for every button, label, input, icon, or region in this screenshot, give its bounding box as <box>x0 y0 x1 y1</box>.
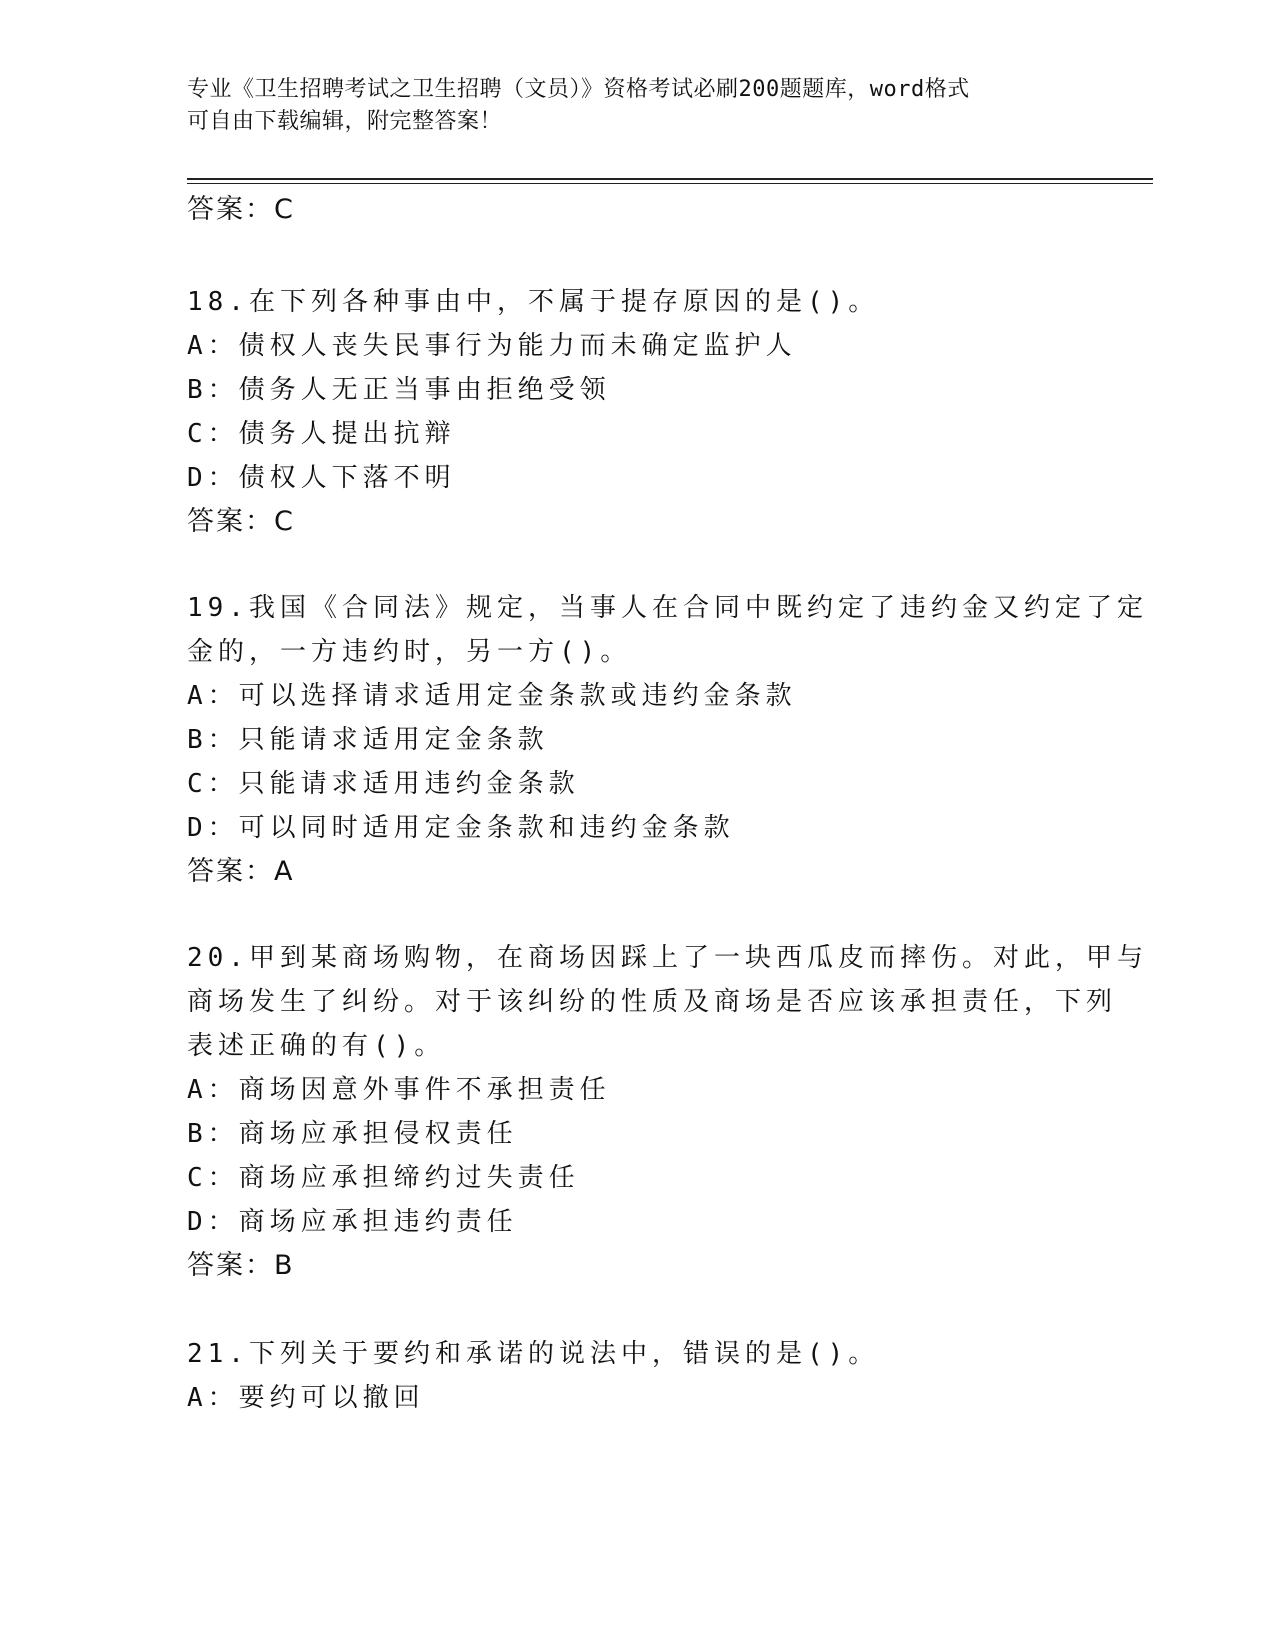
question-19-option-a: A：可以选择请求适用定金条款或违约金条款 <box>187 681 797 711</box>
previous-answer: 答案：C <box>187 194 295 225</box>
question-19-option-b: B：只能请求适用定金条款 <box>187 725 549 755</box>
question-18-option-c: C：债务人提出抗辩 <box>187 419 456 449</box>
question-18-option-b: B：债务人无正当事由拒绝受领 <box>187 375 611 405</box>
question-20-option-a: A：商场因意外事件不承担责任 <box>187 1075 611 1105</box>
question-20-option-b: B：商场应承担侵权责任 <box>187 1119 518 1149</box>
question-19-stem-line-1: 19.我国《合同法》规定，当事人在合同中既约定了违约金又约定了定 <box>187 593 1148 623</box>
question-20-answer: 答案：B <box>187 1250 295 1281</box>
question-19-option-d: D：可以同时适用定金条款和违约金条款 <box>187 813 735 843</box>
question-19-stem-line-2: 金的，一方违约时，另一方()。 <box>187 637 632 667</box>
question-18-option-a: A：债权人丧失民事行为能力而未确定监护人 <box>187 331 797 361</box>
header-title-line-1: 专业《卫生招聘考试之卫生招聘（文员）》资格考试必刷200题题库，word格式 <box>187 77 970 102</box>
question-18-stem: 18.在下列各种事由中，不属于提存原因的是()。 <box>187 287 880 317</box>
header-divider <box>187 178 1153 180</box>
question-19-option-c: C：只能请求适用违约金条款 <box>187 769 580 799</box>
question-21-option-a: A：要约可以撤回 <box>187 1383 425 1413</box>
question-20-option-c: C：商场应承担缔约过失责任 <box>187 1163 580 1193</box>
question-21-stem: 21.下列关于要约和承诺的说法中，错误的是()。 <box>187 1339 880 1369</box>
question-20-stem-line-2: 商场发生了纠纷。对于该纠纷的性质及商场是否应该承担责任，下列 <box>187 987 1118 1017</box>
question-19-answer: 答案：A <box>187 856 295 887</box>
question-20-stem-line-3: 表述正确的有()。 <box>187 1031 446 1061</box>
document-header <box>187 74 1067 138</box>
header-divider-thin <box>187 183 1153 184</box>
question-20-stem-line-1: 20.甲到某商场购物，在商场因踩上了一块西瓜皮而摔伤。对此，甲与 <box>187 943 1148 973</box>
question-18-option-d: D：债权人下落不明 <box>187 463 456 493</box>
question-20-option-d: D：商场应承担违约责任 <box>187 1207 518 1237</box>
question-18-answer: 答案：C <box>187 506 295 537</box>
header-title-line-2: 可自由下载编辑，附完整答案！ <box>187 109 503 134</box>
